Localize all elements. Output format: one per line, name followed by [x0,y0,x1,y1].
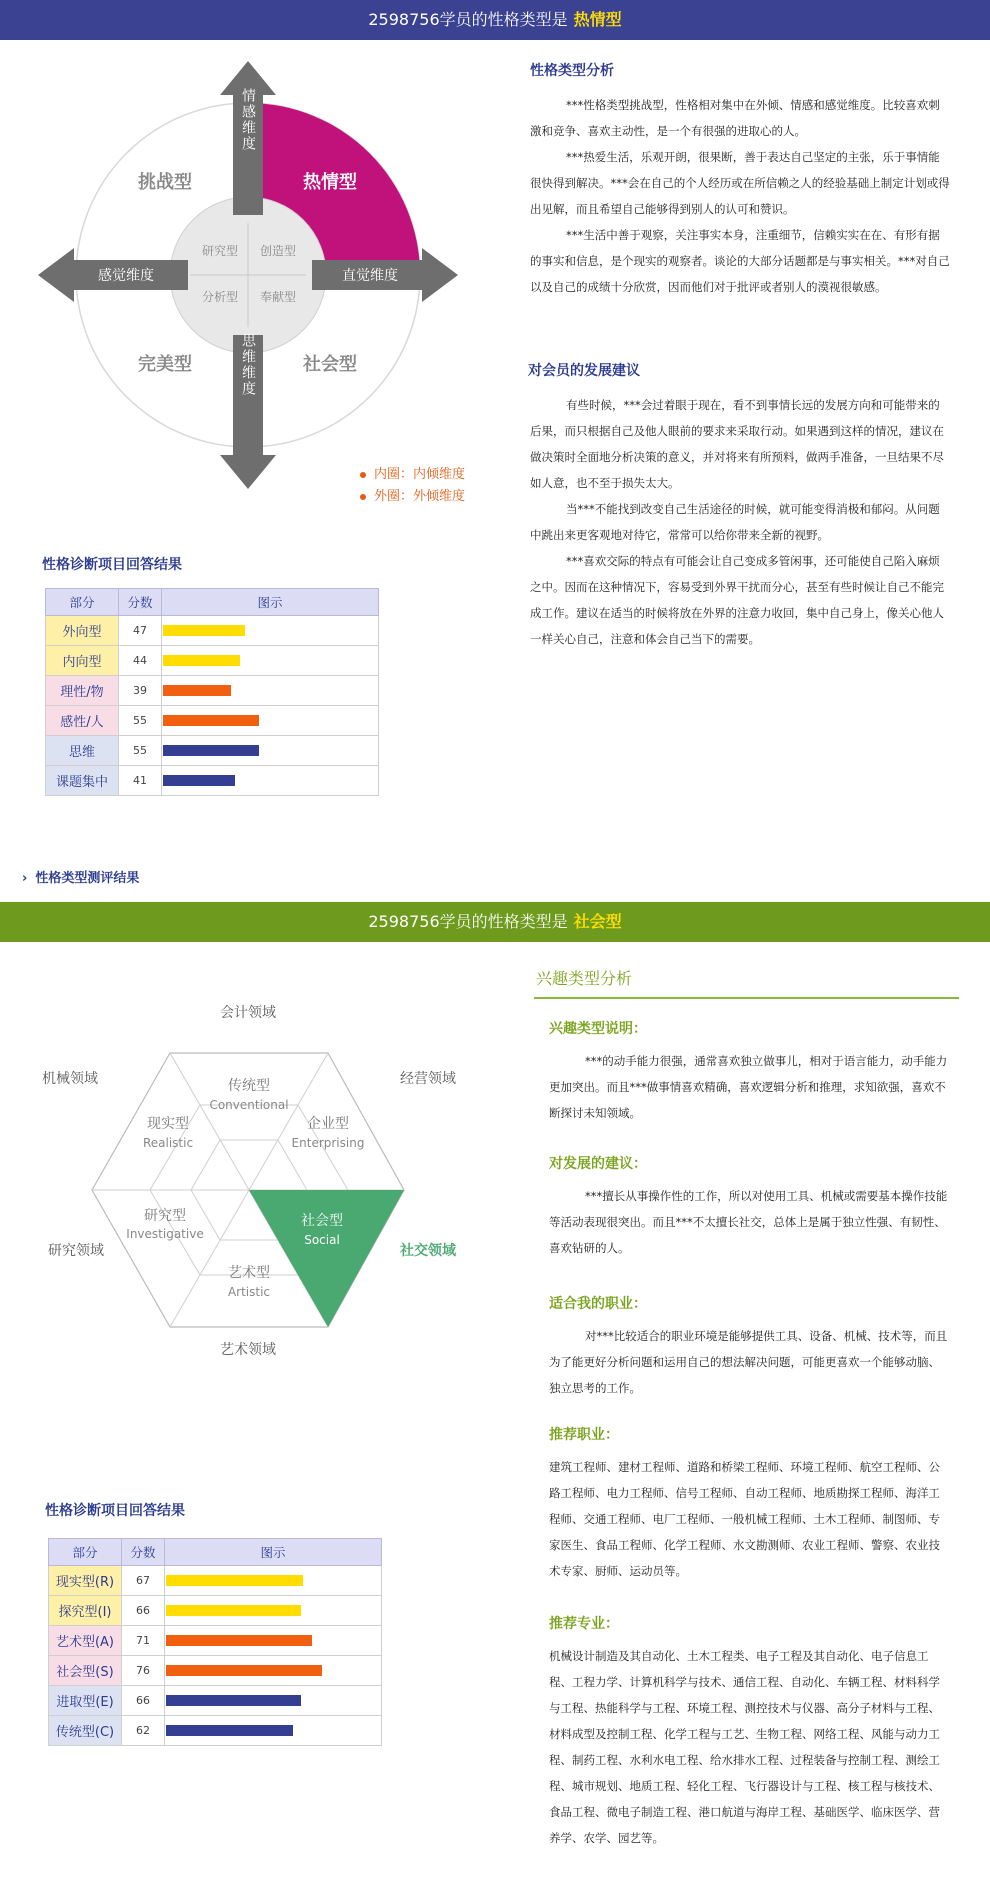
table-row [46,676,379,706]
row-score: 44 [119,646,162,676]
table-row [46,706,379,736]
quadrant-bl: 完美型 [138,354,192,375]
row-chart-cell [165,1656,382,1686]
col-chart: 图示 [162,589,379,616]
table-row [49,1626,382,1656]
row-label: 艺术型(A) [49,1626,122,1656]
hex-inner-en: Conventional [209,1098,289,1112]
table-row [46,646,379,676]
desc-text: ***的动手能力很强，通常喜欢独立做事儿，相对于语言能力，动手能力更加突出。而且***做事情喜欢精确，喜欢逻辑分析和推理，求知欲强，喜欢不断探讨未知领域。 [549,1054,948,1120]
row-chart-cell [162,706,379,736]
row-score: 55 [119,706,162,736]
row-label: 进取型(E) [49,1686,122,1716]
row-label: 社会型(S) [49,1656,122,1686]
career-title: 适合我的职业： [549,1296,647,1312]
banner-type: 社会型 [573,912,622,931]
table-row [46,616,379,646]
row-label: 理性/物 [46,676,119,706]
col-score: 分数 [122,1539,165,1566]
quadrant-tl: 挑战型 [138,172,192,193]
hex-inner-en: Artistic [227,1285,271,1299]
arrow-up-label: 情感维度 [240,88,256,152]
score-bar [166,1605,301,1616]
score-bar [163,625,245,636]
analysis-text: ***性格类型挑战型，性格相对集中在外倾、情感和感觉维度。比较喜欢刺激和竞争、喜欢主动性，是一个有很强的进取心的人。 ***热爱生活，乐观开朗，很果断，善于表达自己坚定的主张，乐于事情能很快得到解决。***会在自己的个人经历或在所信赖之人的经验基础上制定计划或得出见解，而且希望自己能够得到别人的认可和赞识。 ***生活中善于观察，关注事实本身，注重细节，信赖实实在在、有形有据的事实和信息，是个现实的观察者。谈论的大部分话题都是与事实相关。***对自己以及自己的成绩十分欣赏，因而他们对于批评或者别人的漠视很敏感。 [530,98,950,294]
hex-inner-en: Investigative [126,1227,204,1241]
hex-outer-bl: 研究领域 [48,1243,104,1259]
hex-inner-en: Realistic [142,1136,194,1150]
banner-text: 2598756学员的性格类型是 [368,10,568,29]
hex-outer-tl: 机械领域 [42,1071,98,1087]
interest-hexagon-diagram [30,1000,490,1370]
row-chart-cell [165,1566,382,1596]
jobs-text: 建筑工程师、建材工程师、道路和桥梁工程师、环境工程师、航空工程师、公路工程师、电力工程师、信号工程师、自动工程师、地质勘探工程师、海洋工程师、交通工程师、电厂工程师、一般机械工程师、土木工程师、制图师、专家医生、食品工程师、化学工程师、水文勘测师、农业工程师、警察、农业技术专家、厨师、运动员等。 [549,1460,940,1578]
score-bar [163,775,235,786]
row-chart-cell [162,616,379,646]
hex-inner-en: Enterprising [291,1136,365,1150]
row-score: 67 [122,1566,165,1596]
hex-inner-cn: 现实型 [147,1116,189,1132]
section1-banner [0,0,990,40]
table-row [49,1596,382,1626]
table-title: 性格诊断项目回答结果 [42,557,182,573]
advice2-text: ***擅长从事操作性的工作，所以对使用工具、机械或需要基本操作技能等活动表现很突出。而且***不太擅长社交，总体上是属于独立性强、有韧性、喜欢钻研的人。 [549,1189,948,1255]
chevron-right-icon: › [22,871,28,886]
table-row [49,1656,382,1686]
score-bar [163,745,259,756]
arrow-down-label: 思维维度 [240,333,256,397]
advice-title: 对会员的发展建议 [528,363,640,379]
row-score: 55 [119,736,162,766]
row-chart-cell [165,1626,382,1656]
hex-inner-cn: 研究型 [144,1208,186,1224]
hex-outer-br: 社交领域 [400,1243,456,1259]
interest-analysis-title: 兴趣类型分析 [536,969,633,988]
legend-item: 外圈：外倾维度 [360,486,465,508]
majors-text: 机械设计制造及其自动化、土木工程类、电子工程及其自动化、电子信息工程、工程力学、计算机科学与技术、通信工程、自动化、车辆工程、材料科学与工程、热能科学与工程、环境工程、测控技术与仪器、高分子材料与工程、材料成型及控制工程、化学工程与工艺、生物工程、网络工程、风能与动力工程、制药工程、水利水电工程、给水排水工程、过程装备与控制工程、测绘工程、城市规划、地质工程、轻化工程、飞行器设计与工程、核工程与核技术、食品工程、微电子制造工程、港口航道与海岸工程、基础医学、临床医学、营养学、农学、园艺等。 [549,1649,940,1845]
row-label: 传统型(C) [49,1716,122,1746]
quadrant-br: 社会型 [303,354,357,375]
table-row [49,1686,382,1716]
inner-tl: 研究型 [201,244,239,258]
score-bar [163,655,240,666]
legend-item: 内圈：内倾维度 [360,464,465,486]
row-score: 66 [122,1686,165,1716]
table-row [49,1566,382,1596]
row-score: 47 [119,616,162,646]
row-chart-cell [165,1686,382,1716]
banner-text: 2598756学员的性格类型是 [368,912,568,931]
row-label: 课题集中 [46,766,119,796]
banner-type: 热情型 [573,10,622,29]
personality-quadrant-diagram [30,55,470,495]
row-label: 现实型(R) [49,1566,122,1596]
hex-inner-cn: 艺术型 [228,1265,270,1281]
row-label: 感性/人 [46,706,119,736]
table2-title: 性格诊断项目回答结果 [45,1503,185,1519]
row-score: 62 [122,1716,165,1746]
jobs-title: 推荐职业： [549,1427,619,1443]
inner-bl: 分析型 [201,290,239,304]
table-row [49,1716,382,1746]
row-chart-cell [165,1596,382,1626]
score-bar [163,685,231,696]
arrow-left-label: 感觉维度 [98,268,154,284]
col-part: 部分 [46,589,119,616]
row-score: 76 [122,1656,165,1686]
career-text: 对***比较适合的职业环境是能够提供工具、设备、机械、技术等，而且为了能更好分析问题和运用自己的想法解决问题，可能更喜欢一个能够动脑、独立思考的工作。 [549,1329,948,1395]
row-label: 思维 [46,736,119,766]
analysis-title: 性格类型分析 [530,63,614,79]
row-label: 外向型 [46,616,119,646]
row-score: 39 [119,676,162,706]
hex-outer-top: 会计领域 [220,1005,276,1021]
row-score: 41 [119,766,162,796]
results-table-2 [48,1538,382,1746]
score-bar [163,715,259,726]
quadrant-tr: 热情型 [303,172,357,193]
table-row [46,766,379,796]
score-bar [166,1575,303,1586]
row-chart-cell [162,676,379,706]
majors-title: 推荐专业： [549,1616,619,1632]
row-score: 71 [122,1626,165,1656]
score-bar [166,1695,301,1706]
title-underline [534,997,959,999]
table-row [46,736,379,766]
row-chart-cell [162,646,379,676]
diagram-legend [360,464,465,508]
col-chart: 图示 [165,1539,382,1566]
desc-title: 兴趣类型说明： [549,1021,647,1037]
row-label: 内向型 [46,646,119,676]
inner-tr: 创造型 [259,244,297,258]
col-part: 部分 [49,1539,122,1566]
row-chart-cell [162,736,379,766]
hex-inner-cn: 传统型 [228,1078,270,1094]
row-label: 探究型(I) [49,1596,122,1626]
row-chart-cell [165,1716,382,1746]
advice-text: 有些时候，***会过着眼于现在，看不到事情长远的发展方向和可能带来的后果，而只根据自己及他人眼前的要求来采取行动。如果遇到这样的情况，建议在做决策时全面地分析决策的意义，并对将来有所预料，做两手准备，一旦结果不尽如人意，也不至于损失太大。 当***不能找到改变自己生活途径的时候，就可能变得消极和郁闷。从问题中跳出来更客观地对待它，常常可以给你带来全新的视野。 ***喜欢交际的特点有可能会让自己变成多管闲事，还可能使自己陷入麻烦之中。因而在这种情况下，容易受到外界干扰而分心，甚至有些时候让自己不能完成工作。建议在适当的时候将放在外界的注意力收回，集中自己身上，像关心他人一样关心自己，注意和体会自己当下的需要。 [530,398,944,646]
results-table [45,588,379,796]
score-bar [166,1635,312,1646]
arrow-right-label: 直觉维度 [342,268,398,284]
hex-inner-cn: 企业型 [307,1116,349,1132]
score-bar [166,1665,322,1676]
section2-banner [0,902,990,942]
score-bar [166,1725,293,1736]
row-chart-cell [162,766,379,796]
hex-inner-en: Social [304,1233,340,1247]
hex-inner-cn: 社会型 [301,1213,343,1229]
row-score: 66 [122,1596,165,1626]
hex-outer-bottom: 艺术领域 [220,1342,276,1358]
inner-br: 奉献型 [259,290,297,304]
hex-outer-tr: 经营领域 [400,1071,456,1087]
col-score: 分数 [119,589,162,616]
advice2-title: 对发展的建议： [549,1156,647,1172]
result-link[interactable]: › 性格类型测评结果 [22,871,140,886]
